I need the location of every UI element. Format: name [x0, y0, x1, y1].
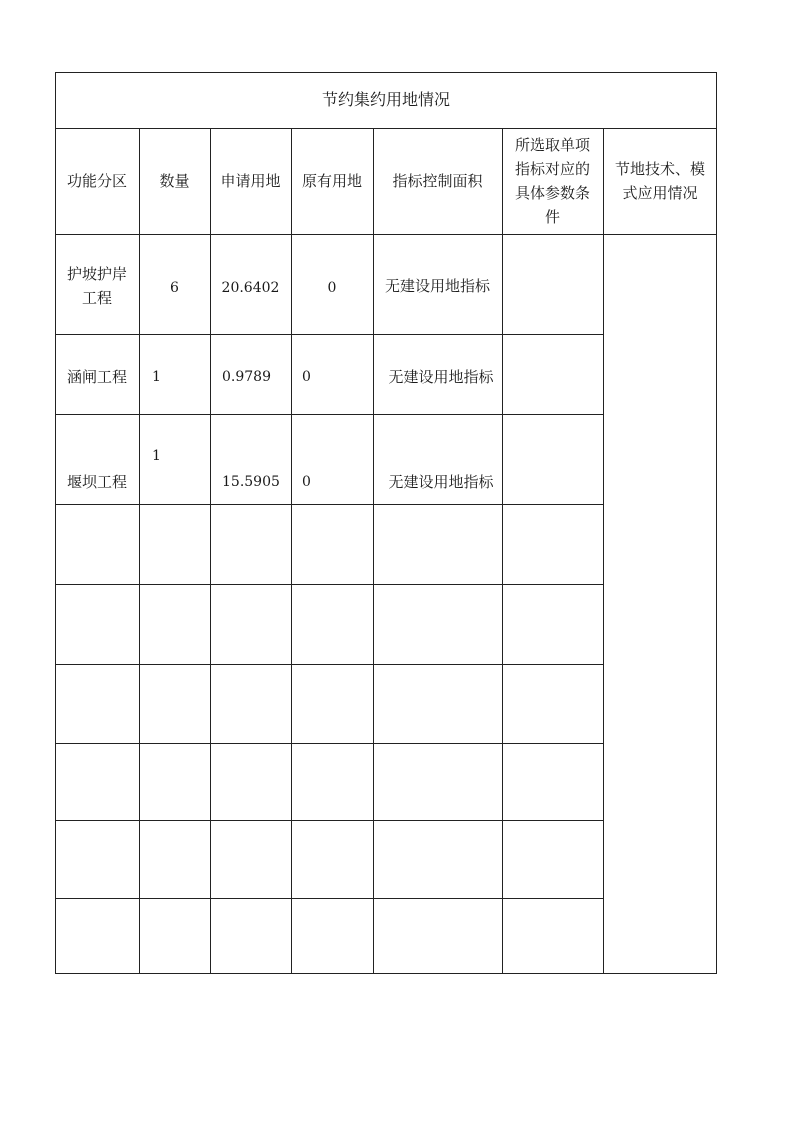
table-row-zone — [55, 258, 139, 314]
header-land-saving-tech — [603, 128, 717, 234]
table-row-zone: 涵闸工程 — [66, 368, 127, 386]
row-divider — [55, 504, 603, 505]
table-row-indicator: 无建设用地指标 — [388, 473, 494, 491]
table-row-existing-land: 0 — [302, 369, 311, 385]
table-title: 节约集约用地情况 — [321, 90, 450, 109]
row-divider — [55, 334, 603, 335]
table-row-count: 1 — [152, 369, 161, 385]
header-zone: 功能分区 — [66, 172, 127, 190]
row-divider — [55, 584, 603, 585]
table-row-indicator: 无建设用地指标 — [384, 277, 490, 295]
header-existing-land: 原有用地 — [301, 172, 362, 190]
header-count: 数量 — [159, 172, 190, 190]
header-line: 具体参数条 — [514, 184, 590, 202]
table-row-count: 1 — [152, 448, 161, 464]
column-divider — [210, 128, 211, 974]
row-divider — [55, 743, 603, 744]
column-divider — [603, 128, 604, 974]
row-divider — [55, 898, 603, 899]
header-indicator-area: 指标控制面积 — [392, 172, 483, 190]
table-row-apply-land: 20.6402 — [221, 280, 280, 296]
table-row-zone: 堰坝工程 — [66, 473, 127, 491]
header-line: 指标对应的 — [514, 160, 590, 178]
table-row-indicator: 无建设用地指标 — [388, 368, 494, 386]
column-divider — [291, 128, 292, 974]
table-row-existing-land: 0 — [302, 474, 311, 490]
header-apply-land: 申请用地 — [220, 172, 281, 190]
zone-line: 护坡护岸 — [66, 265, 127, 283]
row-divider — [55, 234, 717, 235]
row-divider — [55, 414, 603, 415]
header-parameter-conditions — [502, 128, 603, 234]
table-row-existing-land: 0 — [327, 280, 337, 296]
header-line: 式应用情况 — [622, 184, 698, 202]
table-row-apply-land: 0.9789 — [222, 369, 271, 385]
table-row-count: 6 — [170, 280, 179, 296]
zone-line: 工程 — [81, 289, 112, 307]
column-divider — [373, 128, 374, 974]
header-line: 所选取单项 — [514, 136, 590, 154]
row-divider — [55, 820, 603, 821]
column-divider — [139, 128, 140, 974]
table-row-apply-land: 15.5905 — [222, 474, 280, 490]
row-divider — [55, 664, 603, 665]
header-line: 件 — [544, 208, 560, 226]
header-line: 节地技术、模 — [614, 160, 705, 178]
column-divider — [502, 128, 503, 974]
